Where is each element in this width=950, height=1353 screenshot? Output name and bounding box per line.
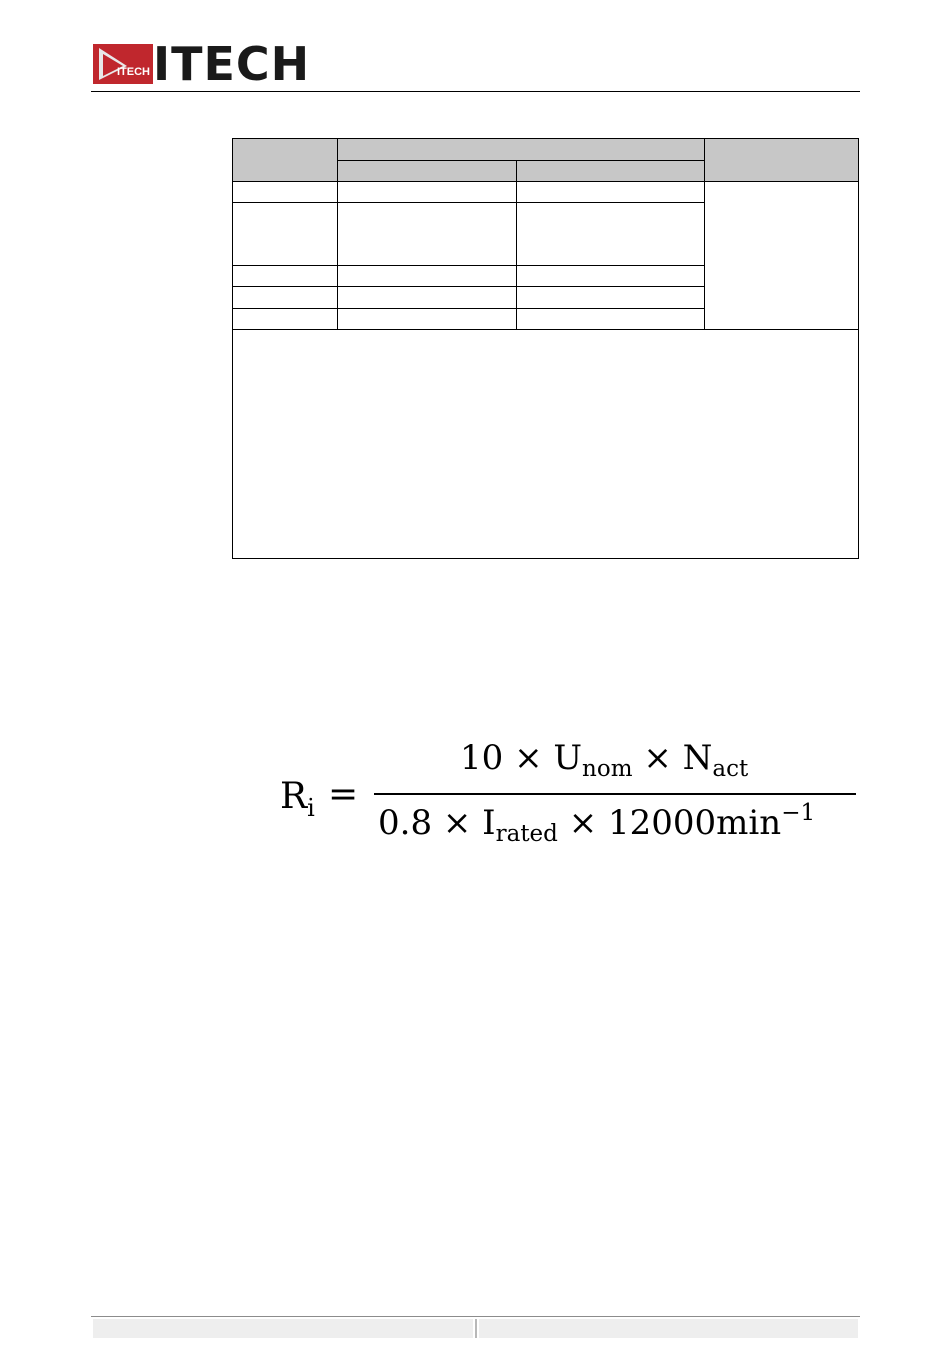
- table-subheader-cell: [338, 161, 517, 182]
- table-cell: [233, 182, 338, 203]
- table-cell: [338, 182, 517, 203]
- header-divider: [91, 91, 860, 92]
- table-cell: [517, 287, 705, 309]
- footer-right-band: [479, 1319, 858, 1338]
- logo-mark-text: ITECH: [117, 66, 150, 78]
- table-cell: [233, 266, 338, 287]
- footer-separator: [475, 1319, 477, 1338]
- footer-divider: [91, 1316, 860, 1317]
- table-cell: [517, 203, 705, 266]
- table-row: [233, 182, 859, 203]
- table-cell: [338, 203, 517, 266]
- table-header-cell: [705, 139, 859, 182]
- table-cell: [517, 309, 705, 330]
- fraction-bar: [374, 793, 856, 795]
- table-merged-cell: [705, 182, 859, 330]
- formula-lhs: $R_i$: [280, 776, 315, 822]
- logo-wordmark: ITECH: [153, 37, 311, 91]
- table-cell: [517, 266, 705, 287]
- spec-table: [232, 138, 859, 559]
- formula-denominator: $0.8 \times I_{rated} \times 12000\min^{-1}$: [378, 800, 816, 847]
- table-cell: [233, 203, 338, 266]
- table-header-cell: [338, 139, 705, 161]
- resistance-formula: [280, 738, 870, 858]
- table-note-cell: [233, 330, 859, 559]
- footer-left-band: [93, 1319, 473, 1338]
- table-cell: [233, 309, 338, 330]
- table-cell: [338, 287, 517, 309]
- table-header-cell: [233, 139, 338, 182]
- formula-numerator: $10 \times U_{nom} \times N_{act}$: [460, 738, 749, 782]
- formula-equals: =: [328, 774, 359, 815]
- table-cell: [233, 287, 338, 309]
- table-note-row: [233, 330, 859, 559]
- table-cell: [338, 309, 517, 330]
- table-header-row: [233, 139, 859, 161]
- table-cell: [517, 182, 705, 203]
- table-subheader-cell: [517, 161, 705, 182]
- table-cell: [338, 266, 517, 287]
